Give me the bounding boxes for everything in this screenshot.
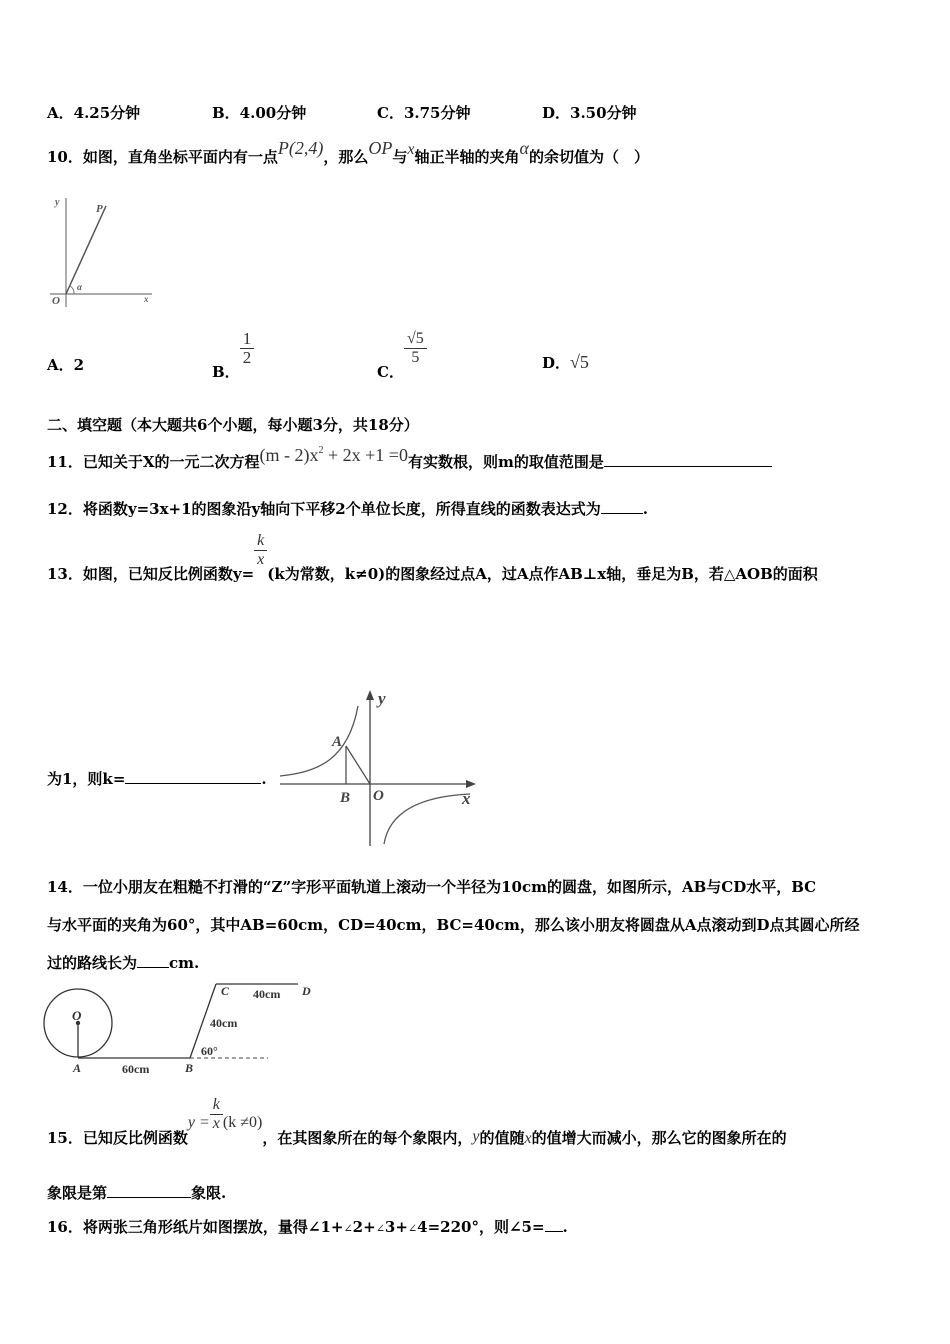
q10-option-c: C． $\frac{√5}{5}$	[377, 330, 427, 367]
q14-fig-c-label: C	[221, 984, 230, 998]
q13-fig-b-label: B	[340, 790, 351, 806]
q14-answer-blank[interactable]	[137, 953, 169, 968]
q12-answer-blank[interactable]	[601, 499, 643, 514]
q16: 16．将两张三角形纸片如图摆放，量得∠1+∠2+∠3+∠4=220°，则∠5= .	[47, 1218, 568, 1236]
q10-figure	[40, 190, 160, 310]
q11-answer-blank[interactable]	[604, 452, 772, 467]
q13-fig-y-label: y	[378, 689, 386, 708]
q10-option-d: D．√5	[542, 352, 589, 372]
q14-figure	[40, 980, 325, 1080]
q16-answer-blank[interactable]	[545, 1217, 563, 1232]
q15-stem: 15．已知反比例函数y = $\frac{k}{x}$ (k ≠0)，在其图象所在的每个象限内，y的值随x的值增大而减小，那么它的图象所在的	[47, 1096, 787, 1147]
q10-fig-alpha-label: α	[77, 282, 82, 292]
q14-line1: 14．一位小朋友在粗糙不打滑的“Z”字形平面轨道上滚动一个半径为10cm的圆盘，如图所示，AB与CD水平，BC	[47, 878, 817, 896]
q10-option-b: B． $\frac{1}{2}$	[212, 330, 254, 367]
q13-answer-blank[interactable]	[125, 769, 261, 784]
q14-line3: 过的路线长为 cm.	[47, 954, 200, 972]
q10-fig-x-label: x	[144, 294, 149, 304]
q15-answer-blank[interactable]	[107, 1183, 191, 1198]
q14-fig-o-label: O	[72, 1008, 82, 1023]
q14-fig-b-label: B	[185, 1061, 194, 1075]
q13-fig-x-label: x	[462, 789, 471, 808]
q10-option-a: A．2	[47, 356, 85, 374]
q13-figure	[278, 688, 478, 848]
q14-fig-ab-label: 60cm	[122, 1062, 150, 1076]
q11: 11．已知关于X的一元二次方程$(m - 2)x^2 + 2x +1 =0$有实数根，则m的取值范围是	[47, 451, 772, 472]
q13-line2: 为1，则k= .	[47, 770, 267, 788]
q12: 12．将函数y=3x+1的图象沿y轴向下平移2个单位长度，所得直线的函数表达式为 .	[47, 500, 648, 518]
q14-fig-angle-label: 60°	[201, 1044, 218, 1058]
q14-fig-cd-label: 40cm	[253, 987, 281, 1001]
q10-fig-p-label: P	[96, 203, 103, 215]
q14-fig-a-label: A	[73, 1061, 82, 1075]
section2-heading: 二、填空题（本大题共6个小题，每小题3分，共18分）	[47, 416, 419, 434]
q10-stem: 10．如图，直角坐标平面内有一点P(2,4)，那么OP与x轴正半轴的夹角α的余切值为（ ）	[47, 138, 649, 166]
q14-fig-bc-label: 40cm	[210, 1016, 238, 1030]
q15-line2: 象限是第 象限.	[47, 1184, 227, 1202]
q14-line2: 与水平面的夹角为60°，其中AB=60cm，CD=40cm，BC=40cm，那么该小朋友将圆盘从A点滚动到D点其圆心所经	[47, 916, 860, 934]
q9-option-d: D．3.50分钟	[542, 104, 637, 122]
q9-option-b: B．4.00分钟	[212, 104, 307, 122]
q14-fig-d-label: D	[302, 984, 311, 998]
q13-stem: 13．如图，已知反比例函数y= $\frac{k}{x}$ (k为常数，k≠0)的图象经过点A，过A点作AB⊥x轴，垂足为B，若△AOB的面积	[47, 532, 818, 583]
q13-fig-a-label: A	[332, 734, 343, 750]
q9-option-c: C．3.75分钟	[377, 104, 471, 122]
q10-fig-o-label: O	[52, 295, 60, 307]
q13-fig-o-label: O	[373, 788, 384, 804]
q9-option-a: A．4.25分钟	[47, 104, 141, 122]
q10-fig-y-label: y	[55, 197, 60, 208]
